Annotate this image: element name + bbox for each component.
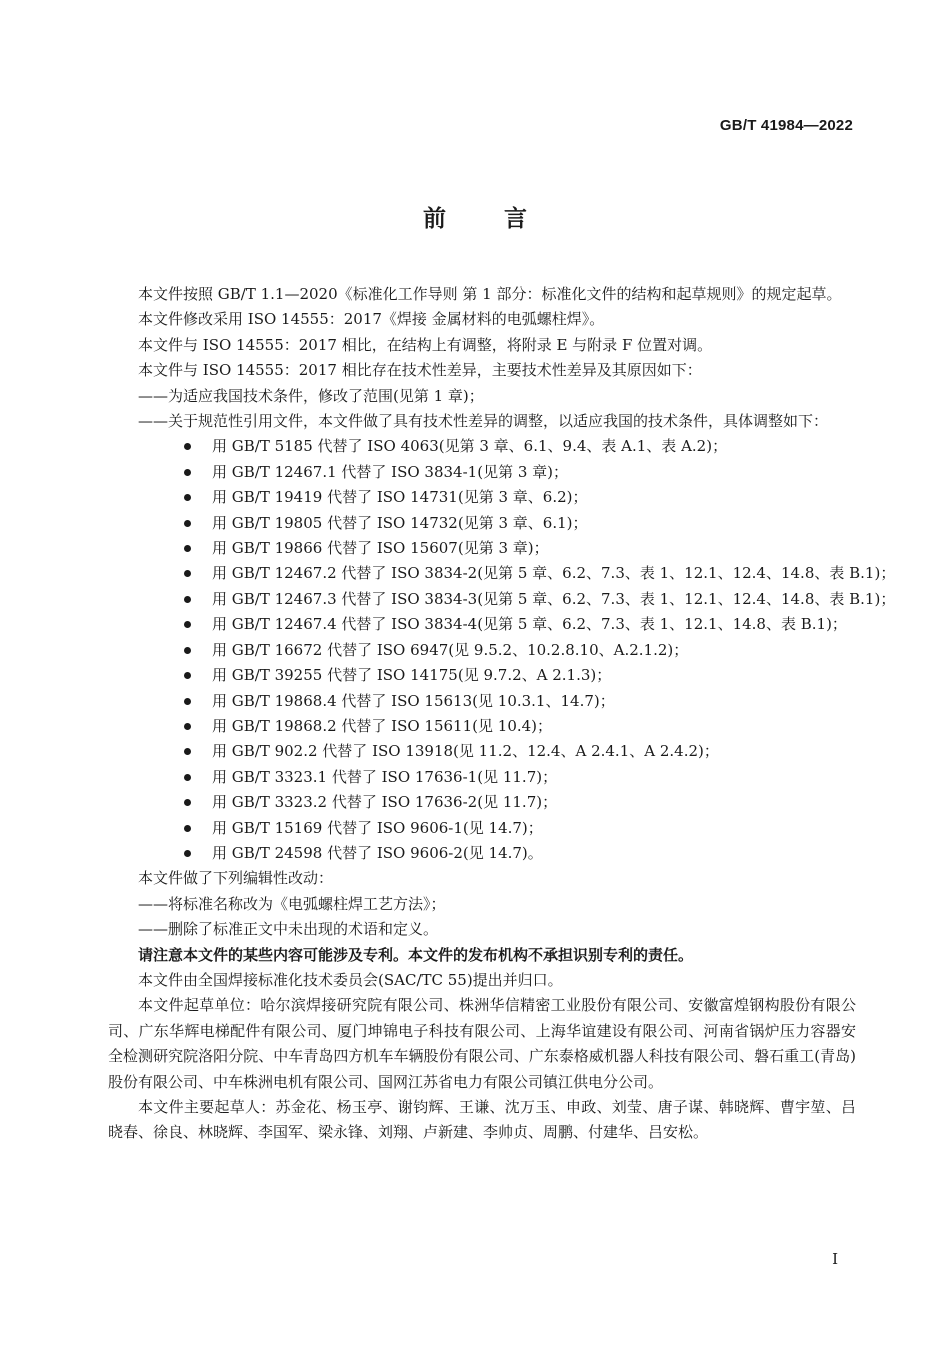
paragraph-drafters: 本文件主要起草人：苏金花、杨玉亭、谢钧辉、王谦、沈万玉、申政、刘莹、唐子谋、韩晓辉、曹宇堃、吕晓春、徐良、林晓辉、李国军、梁永锋、刘翔、卢新建、李帅贞、周鹏、付建华、吕安松。 bbox=[108, 1098, 856, 1142]
bullet-icon bbox=[184, 825, 191, 832]
bullet-icon bbox=[184, 723, 191, 730]
dash-item-title-change: ——将标准名称改为《电弧螺柱焊工艺方法》； bbox=[138, 894, 446, 913]
document-code: GB/T 41984—2022 bbox=[719, 117, 853, 134]
list-item: 用 GB/T 12467.1 代替了 ISO 3834-1(见第 3 章)； bbox=[108, 460, 856, 485]
list-item: 用 GB/T 39255 代替了 ISO 14175(见 9.7.2、A 2.1.3)； bbox=[108, 663, 856, 688]
reference-replacement-list bbox=[108, 434, 896, 866]
list-item: 用 GB/T 19868.4 代替了 ISO 15613(见 10.3.1、14.7)； bbox=[108, 689, 856, 714]
dash-item-scope: ——为适应我国技术条件，修改了范围(见第 1 章)； bbox=[138, 386, 484, 405]
paragraph-committee: 本文件由全国焊接标准化技术委员会(SAC/TC 55)提出并归口。 bbox=[138, 970, 563, 989]
bullet-icon bbox=[184, 774, 191, 781]
bullet-icon bbox=[184, 748, 191, 755]
list-item: 用 GB/T 15169 代替了 ISO 9606-1(见 14.7)； bbox=[108, 816, 856, 841]
list-item: 用 GB/T 3323.2 代替了 ISO 17636-2(见 11.7)； bbox=[108, 790, 856, 815]
bullet-icon bbox=[184, 647, 191, 654]
list-item: 用 GB/T 12467.4 代替了 ISO 3834-4(见第 5 章、6.2、7.3、表 1、12.1、14.8、表 B.1)； bbox=[108, 612, 856, 637]
list-item: 用 GB/T 19805 代替了 ISO 14732(见第 3 章、6.1)； bbox=[108, 511, 856, 536]
bullet-icon bbox=[184, 672, 191, 679]
list-item: 用 GB/T 19866 代替了 ISO 15607(见第 3 章)； bbox=[108, 536, 856, 561]
bullet-icon bbox=[184, 698, 191, 705]
paragraph-drafting-rules: 本文件按照 GB/T 1.1—2020《标准化工作导则 第 1 部分：标准化文件的结构和起草规则》的规定起草。 bbox=[138, 285, 842, 303]
bullet-icon bbox=[184, 596, 191, 603]
paragraph-technical-differences: 本文件与 ISO 14555：2017 相比存在技术性差异，主要技术性差异及其原因如下： bbox=[138, 361, 702, 380]
list-item: 用 GB/T 902.2 代替了 ISO 13918(见 11.2、12.4、A 2.4.1、A 2.4.2)； bbox=[108, 739, 856, 764]
foreword-body bbox=[108, 282, 896, 1146]
paragraph-adoption: 本文件修改采用 ISO 14555：2017《焊接 金属材料的电弧螺柱焊》。 bbox=[138, 310, 605, 329]
list-item: 用 GB/T 19868.2 代替了 ISO 15611(见 10.4)； bbox=[108, 714, 856, 739]
bullet-icon bbox=[184, 621, 191, 628]
bullet-icon bbox=[184, 850, 191, 857]
bullet-icon bbox=[184, 799, 191, 806]
bullet-icon bbox=[184, 494, 191, 501]
paragraph-editorial-changes: 本文件做了下列编辑性改动： bbox=[138, 869, 334, 888]
bullet-icon bbox=[184, 545, 191, 552]
dash-item-normative-references: ——关于规范性引用文件，本文件做了具有技术性差异的调整，以适应我国的技术条件，具体调整如下： bbox=[138, 412, 829, 431]
list-item: 用 GB/T 24598 代替了 ISO 9606-2(见 14.7)。 bbox=[108, 841, 856, 866]
bullet-icon bbox=[184, 570, 191, 577]
dash-item-terms-removed: ——删除了标准正文中未出现的术语和定义。 bbox=[138, 920, 439, 939]
page-title: 前言 bbox=[423, 206, 585, 232]
list-item: 用 GB/T 12467.2 代替了 ISO 3834-2(见第 5 章、6.2、7.3、表 1、12.1、12.4、14.8、表 B.1)； bbox=[108, 561, 856, 586]
list-item: 用 GB/T 12467.3 代替了 ISO 3834-3(见第 5 章、6.2、7.3、表 1、12.1、12.4、14.8、表 B.1)； bbox=[108, 587, 856, 612]
page-number: I bbox=[832, 1250, 838, 1268]
paragraph-drafting-organizations: 本文件起草单位：哈尔滨焊接研究院有限公司、株洲华信精密工业股份有限公司、安徽富煌钢构股份有限公司、广东华辉电梯配件有限公司、厦门坤锦电子科技有限公司、上海华谊建设有限公司、河南省锅炉压力容器安全检测研究院洛阳分院、中车青岛四方机车车辆股份有限公司、广东泰格威机器人科技有限公司、磐石重工(青岛)股份有限公司、中车株洲电机有限公司、国网江苏省电力有限公司镇江供电分公司。 bbox=[108, 996, 856, 1091]
bullet-icon bbox=[184, 520, 191, 527]
list-item: 用 GB/T 3323.1 代替了 ISO 17636-1(见 11.7)； bbox=[108, 765, 856, 790]
paragraph-structure-change: 本文件与 ISO 14555：2017 相比，在结构上有调整，将附录 E 与附录 F 位置对调。 bbox=[138, 335, 713, 354]
list-item: 用 GB/T 19419 代替了 ISO 14731(见第 3 章、6.2)； bbox=[108, 485, 856, 510]
bullet-icon bbox=[184, 469, 191, 476]
list-item: 用 GB/T 16672 代替了 ISO 6947(见 9.5.2、10.2.8.10、A.2.1.2)； bbox=[108, 638, 856, 663]
list-item: 用 GB/T 5185 代替了 ISO 4063(见第 3 章、6.1、9.4、表 A.1、表 A.2)； bbox=[108, 434, 856, 459]
bullet-icon bbox=[184, 443, 191, 450]
paragraph-patent-notice: 请注意本文件的某些内容可能涉及专利。本文件的发布机构不承担识别专利的责任。 bbox=[138, 945, 694, 964]
